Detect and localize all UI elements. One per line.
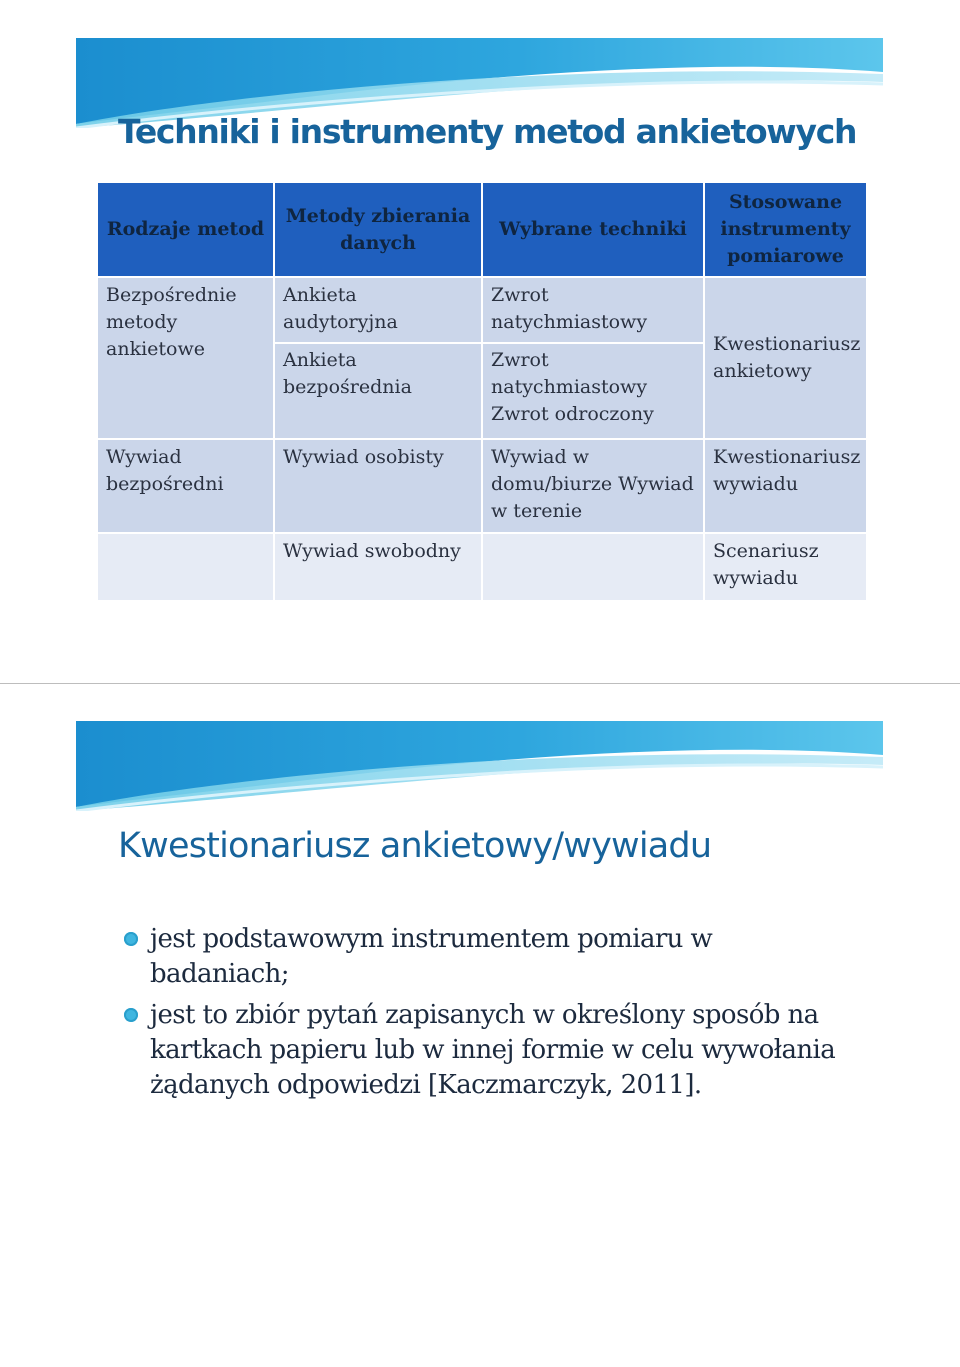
cell-zwrot-natychmiastowy: Zwrot natychmiastowy: [483, 278, 703, 342]
cell-tech-empty: [483, 534, 703, 600]
cell-ankieta-bezposrednia: Ankieta bezpośrednia: [275, 344, 481, 438]
cell-method-empty: [98, 534, 273, 600]
slide-2: [0, 684, 960, 1367]
list-item: [124, 998, 844, 1103]
cell-method-bezposrednie: Bezpośrednie metody ankietowe: [98, 278, 273, 438]
header-metody-zbierania: Metody zbierania danych: [275, 183, 481, 276]
bullet-dot-icon: [124, 932, 138, 946]
cell-wywiad-osobisty: Wywiad osobisty: [275, 440, 481, 532]
slide-title: Kwestionariusz ankietowy/wywiadu: [118, 826, 712, 866]
list-item: [124, 922, 844, 992]
wave-banner: [76, 721, 883, 811]
bullet-text: jest to zbiór pytań zapisanych w określony sposób na kartkach papieru lub w innej formie w celu wywołania żądanych odpowiedzi [Kaczmarczyk, 2011].: [150, 1000, 836, 1100]
cell-kwestionariusz-ankietowy: Kwestionariusz ankietowy: [705, 278, 866, 438]
cell-zwrot-odroczony: Zwrot natychmiastowy Zwrot odroczony: [483, 344, 703, 438]
cell-wywiad-techniki: Wywiad w domu/biurze Wywiad w terenie: [483, 440, 703, 532]
cell-scenariusz-wywiadu: Scenariusz wywiadu: [705, 534, 866, 600]
cell-kwestionariusz-wywiadu: Kwestionariusz wywiadu: [705, 440, 866, 532]
bullet-list: [124, 922, 844, 1109]
cell-wywiad-swobodny: Wywiad swobodny: [275, 534, 481, 600]
header-rodzaje-metod: Rodzaje metod: [98, 183, 273, 276]
header-instrumenty: Stosowane instrumenty pomiarowe: [705, 183, 866, 276]
bullet-dot-icon: [124, 1008, 138, 1022]
methods-table: [98, 183, 866, 600]
cell-method-wywiad-bezposredni: Wywiad bezpośredni: [98, 440, 273, 532]
header-wybrane-techniki: Wybrane techniki: [483, 183, 703, 276]
cell-ankieta-audytoryjna: Ankieta audytoryjna: [275, 278, 481, 342]
page-title: Techniki i instrumenty metod ankietowych: [118, 112, 857, 151]
bullet-text: jest podstawowym instrumentem pomiaru w badaniach;: [150, 924, 713, 989]
slide-1: [0, 0, 960, 683]
